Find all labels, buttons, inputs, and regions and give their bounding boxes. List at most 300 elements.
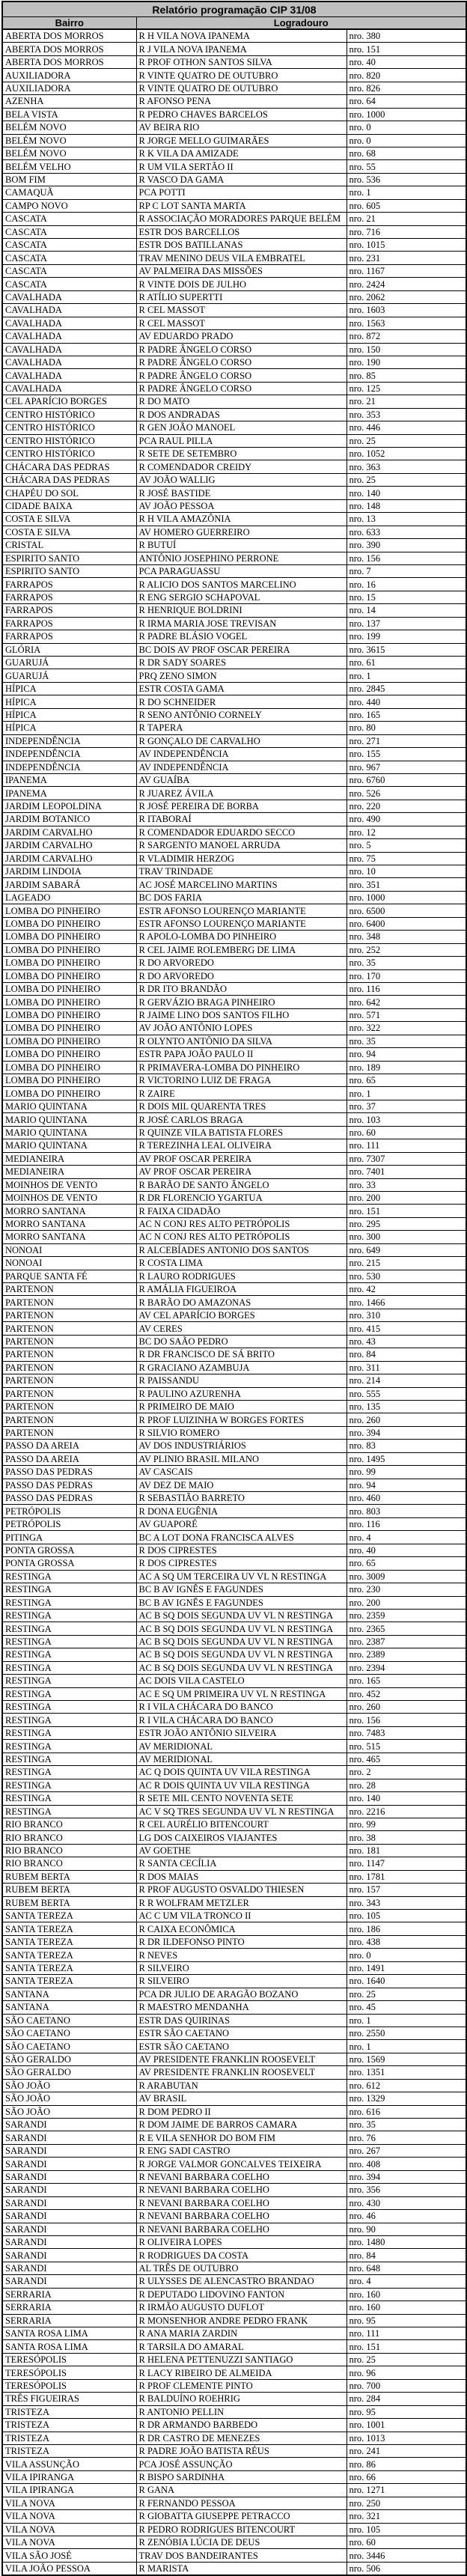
table-row bbox=[2, 1531, 466, 1544]
bairro-cell: MORRO SANTANA bbox=[2, 1205, 136, 1217]
logradouro-cell: R RODRIGUES DA COSTA bbox=[136, 2249, 347, 2262]
table-row bbox=[2, 1792, 466, 1805]
logradouro-cell: R E VILA SENHOR DO BOM FIM bbox=[136, 2131, 347, 2144]
logradouro-cell: PRQ ZENO SIMON bbox=[136, 669, 347, 682]
table-row bbox=[2, 1857, 466, 1870]
nro-cell: nro. 6400 bbox=[347, 917, 466, 930]
table-row bbox=[2, 1583, 466, 1596]
logradouro-cell: R PRIMEIRO DE MAIO bbox=[136, 1400, 347, 1413]
nro-cell: nro. 46 bbox=[347, 2210, 466, 2223]
table-row bbox=[2, 1805, 466, 1818]
logradouro-cell: R DONA EUGÊNIA bbox=[136, 1505, 347, 1517]
nro-cell: nro. 140 bbox=[347, 1792, 466, 1805]
nro-cell: nro. 1015 bbox=[347, 239, 466, 252]
logradouro-cell: AV JOÃO PESSOA bbox=[136, 499, 347, 512]
table-row bbox=[2, 1348, 466, 1361]
logradouro-cell: R GANA bbox=[136, 2484, 347, 2497]
nro-cell: nro. 321 bbox=[347, 2510, 466, 2523]
logradouro-cell: R HELENA PETTENUZZI SANTIAGO bbox=[136, 2353, 347, 2366]
bairro-cell: FARRAPOS bbox=[2, 604, 136, 617]
logradouro-cell: R ENG SADI CASTRO bbox=[136, 2144, 347, 2157]
table-row bbox=[2, 2014, 466, 2027]
nro-cell: nro. 160 bbox=[347, 2288, 466, 2301]
table-row bbox=[2, 2497, 466, 2509]
table-row bbox=[2, 1818, 466, 1830]
logradouro-cell: R IRMA MARIA JOSE TREVISAN bbox=[136, 617, 347, 630]
logradouro-cell: R I VILA CHÁCARA DO BANCO bbox=[136, 1701, 347, 1714]
table-row bbox=[2, 564, 466, 577]
nro-cell: nro. 165 bbox=[347, 1675, 466, 1687]
logradouro-cell: AV PALMEIRA DAS MISSÕES bbox=[136, 264, 347, 277]
nro-cell: nro. 1491 bbox=[347, 1961, 466, 1974]
logradouro-cell: R NEVANI BARBARA COELHO bbox=[136, 2223, 347, 2235]
nro-cell: nro. 105 bbox=[347, 2523, 466, 2536]
nro-cell: nro. 181 bbox=[347, 1844, 466, 1857]
logradouro-cell: R COSTA LIMA bbox=[136, 1257, 347, 1270]
table-row bbox=[2, 682, 466, 695]
nro-cell: nro. 157 bbox=[347, 1884, 466, 1896]
table-row bbox=[2, 186, 466, 199]
logradouro-cell: R HENRIQUE BOLDRINI bbox=[136, 604, 347, 617]
logradouro-cell: AV CEL APARÍCIO BORGES bbox=[136, 1309, 347, 1321]
bairro-cell: MOINHOS DE VENTO bbox=[2, 1191, 136, 1204]
nro-cell: nro. 99 bbox=[347, 1466, 466, 1479]
bairro-cell: CASCATA bbox=[2, 252, 136, 264]
nro-cell: nro. 430 bbox=[347, 2196, 466, 2209]
table-row bbox=[2, 225, 466, 238]
bairro-cell: SARANDI bbox=[2, 2170, 136, 2183]
bairro-cell: PARTENON bbox=[2, 1387, 136, 1400]
bairro-cell: PARTENON bbox=[2, 1400, 136, 1413]
nro-cell: nro. 295 bbox=[347, 1217, 466, 1230]
table-row bbox=[2, 1426, 466, 1439]
bairro-cell: SANTA TEREZA bbox=[2, 1935, 136, 1948]
logradouro-cell: AV BEIRA RIO bbox=[136, 121, 347, 134]
table-row bbox=[2, 2262, 466, 2274]
bairro-cell: PARTENON bbox=[2, 1374, 136, 1387]
table-row bbox=[2, 773, 466, 786]
table-row bbox=[2, 1309, 466, 1321]
table-row bbox=[2, 239, 466, 252]
table-row bbox=[2, 1570, 466, 1583]
bairro-cell: PITINGA bbox=[2, 1531, 136, 1544]
logradouro-cell: TRAV MENINO DEUS VILA EMBRATEL bbox=[136, 252, 347, 264]
table-row bbox=[2, 330, 466, 343]
table-row bbox=[2, 1779, 466, 1791]
bairro-cell: PASSO DA AREIA bbox=[2, 1440, 136, 1452]
logradouro-cell: R DEPUTADO LIDOVINO FANTON bbox=[136, 2288, 347, 2301]
table-row bbox=[2, 2379, 466, 2392]
nro-cell: nro. 380 bbox=[347, 29, 466, 43]
bairro-cell: GUARUJÁ bbox=[2, 669, 136, 682]
bairro-cell: SERRARIA bbox=[2, 2314, 136, 2327]
table-row bbox=[2, 290, 466, 303]
nro-cell: nro. 105 bbox=[347, 1910, 466, 1922]
bairro-cell: INDEPENDÊNCIA bbox=[2, 748, 136, 761]
logradouro-cell: AC B SQ DOIS SEGUNDA UV VL N RESTINGA bbox=[136, 1622, 347, 1635]
nro-cell: nro. 633 bbox=[347, 526, 466, 538]
nro-cell: nro. 1351 bbox=[347, 2066, 466, 2079]
table-row bbox=[2, 604, 466, 617]
bairro-cell: TRISTEZA bbox=[2, 2405, 136, 2418]
logradouro-cell: R GRACIANO AZAMBUJA bbox=[136, 1361, 347, 1374]
table-row bbox=[2, 2105, 466, 2118]
table-row bbox=[2, 1466, 466, 1479]
bairro-cell: PARTENON bbox=[2, 1426, 136, 1439]
logradouro-cell: AV INDEPENDÊNCIA bbox=[136, 761, 347, 773]
logradouro-cell: R NEVES bbox=[136, 1949, 347, 1961]
table-row bbox=[2, 2314, 466, 2327]
table-row bbox=[2, 1505, 466, 1517]
table-row bbox=[2, 1166, 466, 1178]
logradouro-cell: AC N CONJ RES ALTO PETRÓPOLIS bbox=[136, 1231, 347, 1243]
bairro-cell: PARTENON bbox=[2, 1335, 136, 1348]
table-row bbox=[2, 473, 466, 486]
bairro-cell: SANTA ROSA LIMA bbox=[2, 2340, 136, 2353]
nro-cell: nro. 1000 bbox=[347, 891, 466, 904]
logradouro-cell: AV PRESIDENTE FRANKLIN ROOSEVELT bbox=[136, 2066, 347, 2079]
table-row bbox=[2, 1231, 466, 1243]
bairro-cell: PARQUE SANTA FÉ bbox=[2, 1270, 136, 1282]
table-row bbox=[2, 1961, 466, 1974]
table-row bbox=[2, 369, 466, 382]
nro-cell: nro. 438 bbox=[347, 1935, 466, 1948]
bairro-cell: VILA IPIRANGA bbox=[2, 2470, 136, 2483]
table-row bbox=[2, 2523, 466, 2536]
bairro-cell: NONOAI bbox=[2, 1243, 136, 1256]
table-row bbox=[2, 1335, 466, 1348]
logradouro-cell: BC B AV IGNÊS E FAGUNDES bbox=[136, 1596, 347, 1609]
table-row bbox=[2, 2419, 466, 2432]
nro-cell: nro. 96 bbox=[347, 2366, 466, 2379]
nro-cell: nro. 7483 bbox=[347, 1726, 466, 1739]
nro-cell: nro. 826 bbox=[347, 82, 466, 94]
table-row bbox=[2, 382, 466, 395]
logradouro-cell: R SILVEIRO bbox=[136, 1975, 347, 1988]
table-row bbox=[2, 1113, 466, 1126]
bairro-cell: AUXILIADORA bbox=[2, 82, 136, 94]
bairro-cell: JARDIM CARVALHO bbox=[2, 839, 136, 852]
logradouro-cell: R LAURO RODRIGUES bbox=[136, 1270, 347, 1282]
table-row bbox=[2, 1243, 466, 1256]
nro-cell: nro. 45 bbox=[347, 2001, 466, 2014]
logradouro-cell: ESTR JOÃO ANTÔNIO SILVEIRA bbox=[136, 1726, 347, 1739]
table-row bbox=[2, 2079, 466, 2092]
nro-cell: nro. 200 bbox=[347, 1191, 466, 1204]
logradouro-cell: R PROF CLEMENTE PINTO bbox=[136, 2379, 347, 2392]
logradouro-cell: R DO SCHNEIDER bbox=[136, 695, 347, 708]
table-row bbox=[2, 839, 466, 852]
bairro-cell: SARANDI bbox=[2, 2131, 136, 2144]
bairro-cell: MARIO QUINTANA bbox=[2, 1139, 136, 1152]
logradouro-cell: R ANA MARIA ZARDIN bbox=[136, 2327, 347, 2340]
logradouro-cell: R CAIXA ECONÔMICA bbox=[136, 1922, 347, 1935]
table-row bbox=[2, 1910, 466, 1922]
nro-cell: nro. 83 bbox=[347, 1440, 466, 1452]
logradouro-cell: R J VILA NOVA IPANEMA bbox=[136, 43, 347, 55]
bairro-cell: SÃO JOÃO bbox=[2, 2079, 136, 2092]
bairro-cell: FARRAPOS bbox=[2, 617, 136, 630]
logradouro-cell: R OLYNTO ANTÔNIO DA SILVA bbox=[136, 1035, 347, 1047]
table-row bbox=[2, 2210, 466, 2223]
table-row bbox=[2, 2040, 466, 2053]
logradouro-cell: R DR ARMANDO BARBEDO bbox=[136, 2419, 347, 2432]
table-row bbox=[2, 1557, 466, 1570]
logradouro-cell: AC A SQ UM TERCEIRA UV VL N RESTINGA bbox=[136, 1570, 347, 1583]
nro-cell: nro. 25 bbox=[347, 434, 466, 447]
logradouro-cell: AV PLINIO BRASIL MILANO bbox=[136, 1452, 347, 1465]
bairro-cell: SARANDI bbox=[2, 2275, 136, 2288]
nro-cell: nro. 252 bbox=[347, 943, 466, 956]
bairro-cell: PARTENON bbox=[2, 1322, 136, 1335]
bairro-cell: CHAPÉU DO SOL bbox=[2, 487, 136, 499]
table-row bbox=[2, 1975, 466, 1988]
logradouro-cell: R BARÃO DE SANTO ÂNGELO bbox=[136, 1178, 347, 1191]
logradouro-cell: R UM VILA SERTÃO II bbox=[136, 160, 347, 173]
bairro-cell: GUARUJÁ bbox=[2, 657, 136, 669]
table-row bbox=[2, 317, 466, 329]
bairro-cell: CHÁCARA DAS PEDRAS bbox=[2, 460, 136, 473]
bairro-cell: HÍPICA bbox=[2, 682, 136, 695]
nro-cell: nro. 716 bbox=[347, 225, 466, 238]
nro-cell: nro. 1001 bbox=[347, 2419, 466, 2432]
table-row bbox=[2, 264, 466, 277]
bairro-cell: LOMBA DO PINHEIRO bbox=[2, 957, 136, 969]
bairro-cell: SANTA TEREZA bbox=[2, 1910, 136, 1922]
bairro-cell: FARRAPOS bbox=[2, 578, 136, 591]
logradouro-cell: ANTÔNIO JOSEPHINO PERRONE bbox=[136, 552, 347, 564]
table-row bbox=[2, 408, 466, 421]
logradouro-cell: TRAV DOS BANDEIRANTES bbox=[136, 2549, 347, 2562]
nro-cell: nro. 151 bbox=[347, 43, 466, 55]
nro-cell: nro. 21 bbox=[347, 213, 466, 225]
bairro-cell: RUBEM BERTA bbox=[2, 1896, 136, 1909]
table-row bbox=[2, 1361, 466, 1374]
nro-cell: nro. 440 bbox=[347, 695, 466, 708]
bairro-cell: SÃO GERALDO bbox=[2, 2053, 136, 2065]
logradouro-cell: AC B SQ DOIS SEGUNDA UV VL N RESTINGA bbox=[136, 1609, 347, 1622]
nro-cell: nro. 803 bbox=[347, 1505, 466, 1517]
logradouro-cell: R SENO ANTÔNIO CORNELY bbox=[136, 708, 347, 721]
bairro-cell: VILA NOVA bbox=[2, 2523, 136, 2536]
bairro-cell: CEL APARÍCIO BORGES bbox=[2, 395, 136, 408]
nro-cell: nro. 116 bbox=[347, 982, 466, 995]
logradouro-cell: R SANTA CECÍLIA bbox=[136, 1857, 347, 1870]
logradouro-cell: AV MERIDIONAL bbox=[136, 1740, 347, 1753]
bairro-cell: ESPIRITO SANTO bbox=[2, 552, 136, 564]
nro-cell: nro. 394 bbox=[347, 2170, 466, 2183]
logradouro-cell: R TARSILA DO AMARAL bbox=[136, 2340, 347, 2353]
bairro-cell: AZENHA bbox=[2, 95, 136, 108]
table-row bbox=[2, 1087, 466, 1100]
table-row bbox=[2, 2223, 466, 2235]
bairro-cell: RIO BRANCO bbox=[2, 1818, 136, 1830]
table-row bbox=[2, 917, 466, 930]
bairro-cell: CAMAQUÃ bbox=[2, 186, 136, 199]
table-row bbox=[2, 2484, 466, 2497]
bairro-cell: LOMBA DO PINHEIRO bbox=[2, 1087, 136, 1100]
table-row bbox=[2, 996, 466, 1008]
table-row bbox=[2, 343, 466, 356]
nro-cell: nro. 75 bbox=[347, 852, 466, 865]
nro-cell: nro. 1 bbox=[347, 1087, 466, 1100]
nro-cell: nro. 3446 bbox=[347, 2549, 466, 2562]
nro-cell: nro. 111 bbox=[347, 1139, 466, 1152]
table-row bbox=[2, 513, 466, 526]
bairro-cell: PETRÓPOLIS bbox=[2, 1517, 136, 1530]
logradouro-cell: R DO ARVOREDO bbox=[136, 957, 347, 969]
nro-cell: nro. 260 bbox=[347, 1701, 466, 1714]
nro-cell: nro. 40 bbox=[347, 55, 466, 68]
logradouro-cell: R PADRE ÂNGELO CORSO bbox=[136, 369, 347, 382]
bairro-cell: CRISTAL bbox=[2, 539, 136, 552]
logradouro-cell: R SILVEIRO bbox=[136, 1961, 347, 1974]
bairro-cell: LOMBA DO PINHEIRO bbox=[2, 917, 136, 930]
logradouro-cell: R DOIS MIL QUARENTA TRES bbox=[136, 1100, 347, 1112]
table-row bbox=[2, 2027, 466, 2039]
bairro-cell: SARANDI bbox=[2, 2210, 136, 2223]
table-row bbox=[2, 1622, 466, 1635]
logradouro-cell: R VINTE QUATRO DE OUTUBRO bbox=[136, 69, 347, 82]
bairro-cell: CAVALHADA bbox=[2, 290, 136, 303]
nro-cell: nro. 353 bbox=[347, 408, 466, 421]
table-row bbox=[2, 304, 466, 317]
table-row bbox=[2, 82, 466, 94]
table-row bbox=[2, 2235, 466, 2248]
logradouro-cell: AC B SQ DOIS SEGUNDA UV VL N RESTINGA bbox=[136, 1648, 347, 1661]
table-row bbox=[2, 1139, 466, 1152]
table-row bbox=[2, 1844, 466, 1857]
logradouro-cell: ESTR SÃO CAETANO bbox=[136, 2027, 347, 2039]
bairro-cell: LOMBA DO PINHEIRO bbox=[2, 943, 136, 956]
bairro-cell: CAVALHADA bbox=[2, 356, 136, 368]
bairro-cell: PARTENON bbox=[2, 1413, 136, 1426]
nro-cell: nro. 14 bbox=[347, 604, 466, 617]
bairro-cell: CASCATA bbox=[2, 264, 136, 277]
table-row bbox=[2, 2144, 466, 2157]
bairro-cell: SÃO CAETANO bbox=[2, 2014, 136, 2027]
table-row bbox=[2, 1074, 466, 1087]
nro-cell: nro. 967 bbox=[347, 761, 466, 773]
logradouro-cell: R DR ITO BRANDÃO bbox=[136, 982, 347, 995]
nro-cell: nro. 1480 bbox=[347, 2235, 466, 2248]
table-row bbox=[2, 395, 466, 408]
bairro-cell: NONOAI bbox=[2, 1257, 136, 1270]
bairro-cell: SARANDI bbox=[2, 2223, 136, 2235]
logradouro-cell: AC DOIS VILA CASTELO bbox=[136, 1675, 347, 1687]
logradouro-cell: R NEVANI BARBARA COELHO bbox=[136, 2184, 347, 2196]
table-row bbox=[2, 1896, 466, 1909]
table-row bbox=[2, 1217, 466, 1230]
table-row bbox=[2, 2288, 466, 2301]
table-row bbox=[2, 1544, 466, 1556]
logradouro-cell: ESTR DOS BATILLANAS bbox=[136, 239, 347, 252]
nro-cell: nro. 241 bbox=[347, 2444, 466, 2457]
bairro-cell: CAVALHADA bbox=[2, 330, 136, 343]
logradouro-cell: R VLADIMIR HERZOG bbox=[136, 852, 347, 865]
bairro-cell: CAVALHADA bbox=[2, 369, 136, 382]
logradouro-cell: AV MERIDIONAL bbox=[136, 1753, 347, 1765]
bairro-cell: INDEPENDÊNCIA bbox=[2, 734, 136, 747]
bairro-cell: PASSO DA AREIA bbox=[2, 1452, 136, 1465]
bairro-cell: ABERTA DOS MORROS bbox=[2, 29, 136, 43]
logradouro-cell: R PADRE JOÃO BATISTA RÉUS bbox=[136, 2444, 347, 2457]
nro-cell: nro. 700 bbox=[347, 2379, 466, 2392]
nro-cell: nro. 25 bbox=[347, 2353, 466, 2366]
nro-cell: nro. 1147 bbox=[347, 1857, 466, 1870]
table-row bbox=[2, 2340, 466, 2353]
bairro-cell: CAVALHADA bbox=[2, 317, 136, 329]
table-row bbox=[2, 931, 466, 943]
bairro-cell: MOINHOS DE VENTO bbox=[2, 1178, 136, 1191]
nro-cell: nro. 155 bbox=[347, 748, 466, 761]
table-row bbox=[2, 2353, 466, 2366]
bairro-cell: CENTRO HISTÓRICO bbox=[2, 434, 136, 447]
table-row bbox=[2, 2275, 466, 2288]
bairro-cell: HÍPICA bbox=[2, 695, 136, 708]
logradouro-cell: R DOM PEDRO II bbox=[136, 2105, 347, 2118]
bairro-cell: TRÊS FIGUEIRAS bbox=[2, 2393, 136, 2405]
logradouro-cell: R IRMÃO AUGUSTO DUFLOT bbox=[136, 2301, 347, 2314]
logradouro-cell: R DOM JAIME DE BARROS CAMARA bbox=[136, 2119, 347, 2131]
nro-cell: nro. 446 bbox=[347, 421, 466, 434]
logradouro-cell: R OLIVEIRA LOPES bbox=[136, 2235, 347, 2248]
logradouro-cell: R GIOBATTA GIUSEPPE PETRACCO bbox=[136, 2510, 347, 2523]
logradouro-cell: LG DOS CAIXEIROS VIAJANTES bbox=[136, 1831, 347, 1844]
table-row bbox=[2, 891, 466, 904]
table-row bbox=[2, 1922, 466, 1935]
table-row bbox=[2, 1452, 466, 1465]
nro-cell: nro. 2365 bbox=[347, 1622, 466, 1635]
bairro-cell: LOMBA DO PINHEIRO bbox=[2, 904, 136, 917]
table-row bbox=[2, 199, 466, 212]
logradouro-cell: R ZAIRE bbox=[136, 1087, 347, 1100]
table-row bbox=[2, 643, 466, 656]
nro-cell: nro. 135 bbox=[347, 1400, 466, 1413]
table-row bbox=[2, 761, 466, 773]
nro-cell: nro. 5 bbox=[347, 839, 466, 852]
logradouro-cell: AV PROF OSCAR PEREIRA bbox=[136, 1166, 347, 1178]
logradouro-cell: AV BRASIL bbox=[136, 2092, 347, 2105]
bairro-cell: FARRAPOS bbox=[2, 630, 136, 643]
logradouro-cell: R R WOLFRAM METZLER bbox=[136, 1896, 347, 1909]
table-row bbox=[2, 1205, 466, 1217]
nro-cell: nro. 872 bbox=[347, 330, 466, 343]
table-row bbox=[2, 43, 466, 55]
table-row bbox=[2, 134, 466, 147]
table-row bbox=[2, 160, 466, 173]
nro-cell: nro. 2359 bbox=[347, 1609, 466, 1622]
bairro-cell: SÃO JOÃO bbox=[2, 2105, 136, 2118]
table-row bbox=[2, 2158, 466, 2170]
nro-cell: nro. 214 bbox=[347, 1374, 466, 1387]
bairro-cell: RESTINGA bbox=[2, 1609, 136, 1622]
logradouro-cell: AV GOETHE bbox=[136, 1844, 347, 1857]
logradouro-cell: R DR ILDEFONSO PINTO bbox=[136, 1935, 347, 1948]
nro-cell: nro. 86 bbox=[347, 2458, 466, 2470]
nro-cell: nro. 37 bbox=[347, 1100, 466, 1112]
bairro-cell: RESTINGA bbox=[2, 1753, 136, 1765]
bairro-cell: SARANDI bbox=[2, 2235, 136, 2248]
bairro-cell: SARANDI bbox=[2, 2119, 136, 2131]
logradouro-cell: R PEDRO RODRIGUES BITENCOURT bbox=[136, 2523, 347, 2536]
nro-cell: nro. 648 bbox=[347, 2262, 466, 2274]
bairro-cell: COSTA E SILVA bbox=[2, 526, 136, 538]
nro-cell: nro. 156 bbox=[347, 1714, 466, 1726]
nro-cell: nro. 60 bbox=[347, 2536, 466, 2549]
nro-cell: nro. 76 bbox=[347, 2131, 466, 2144]
logradouro-cell: R BISPO SARDINHA bbox=[136, 2470, 347, 2483]
